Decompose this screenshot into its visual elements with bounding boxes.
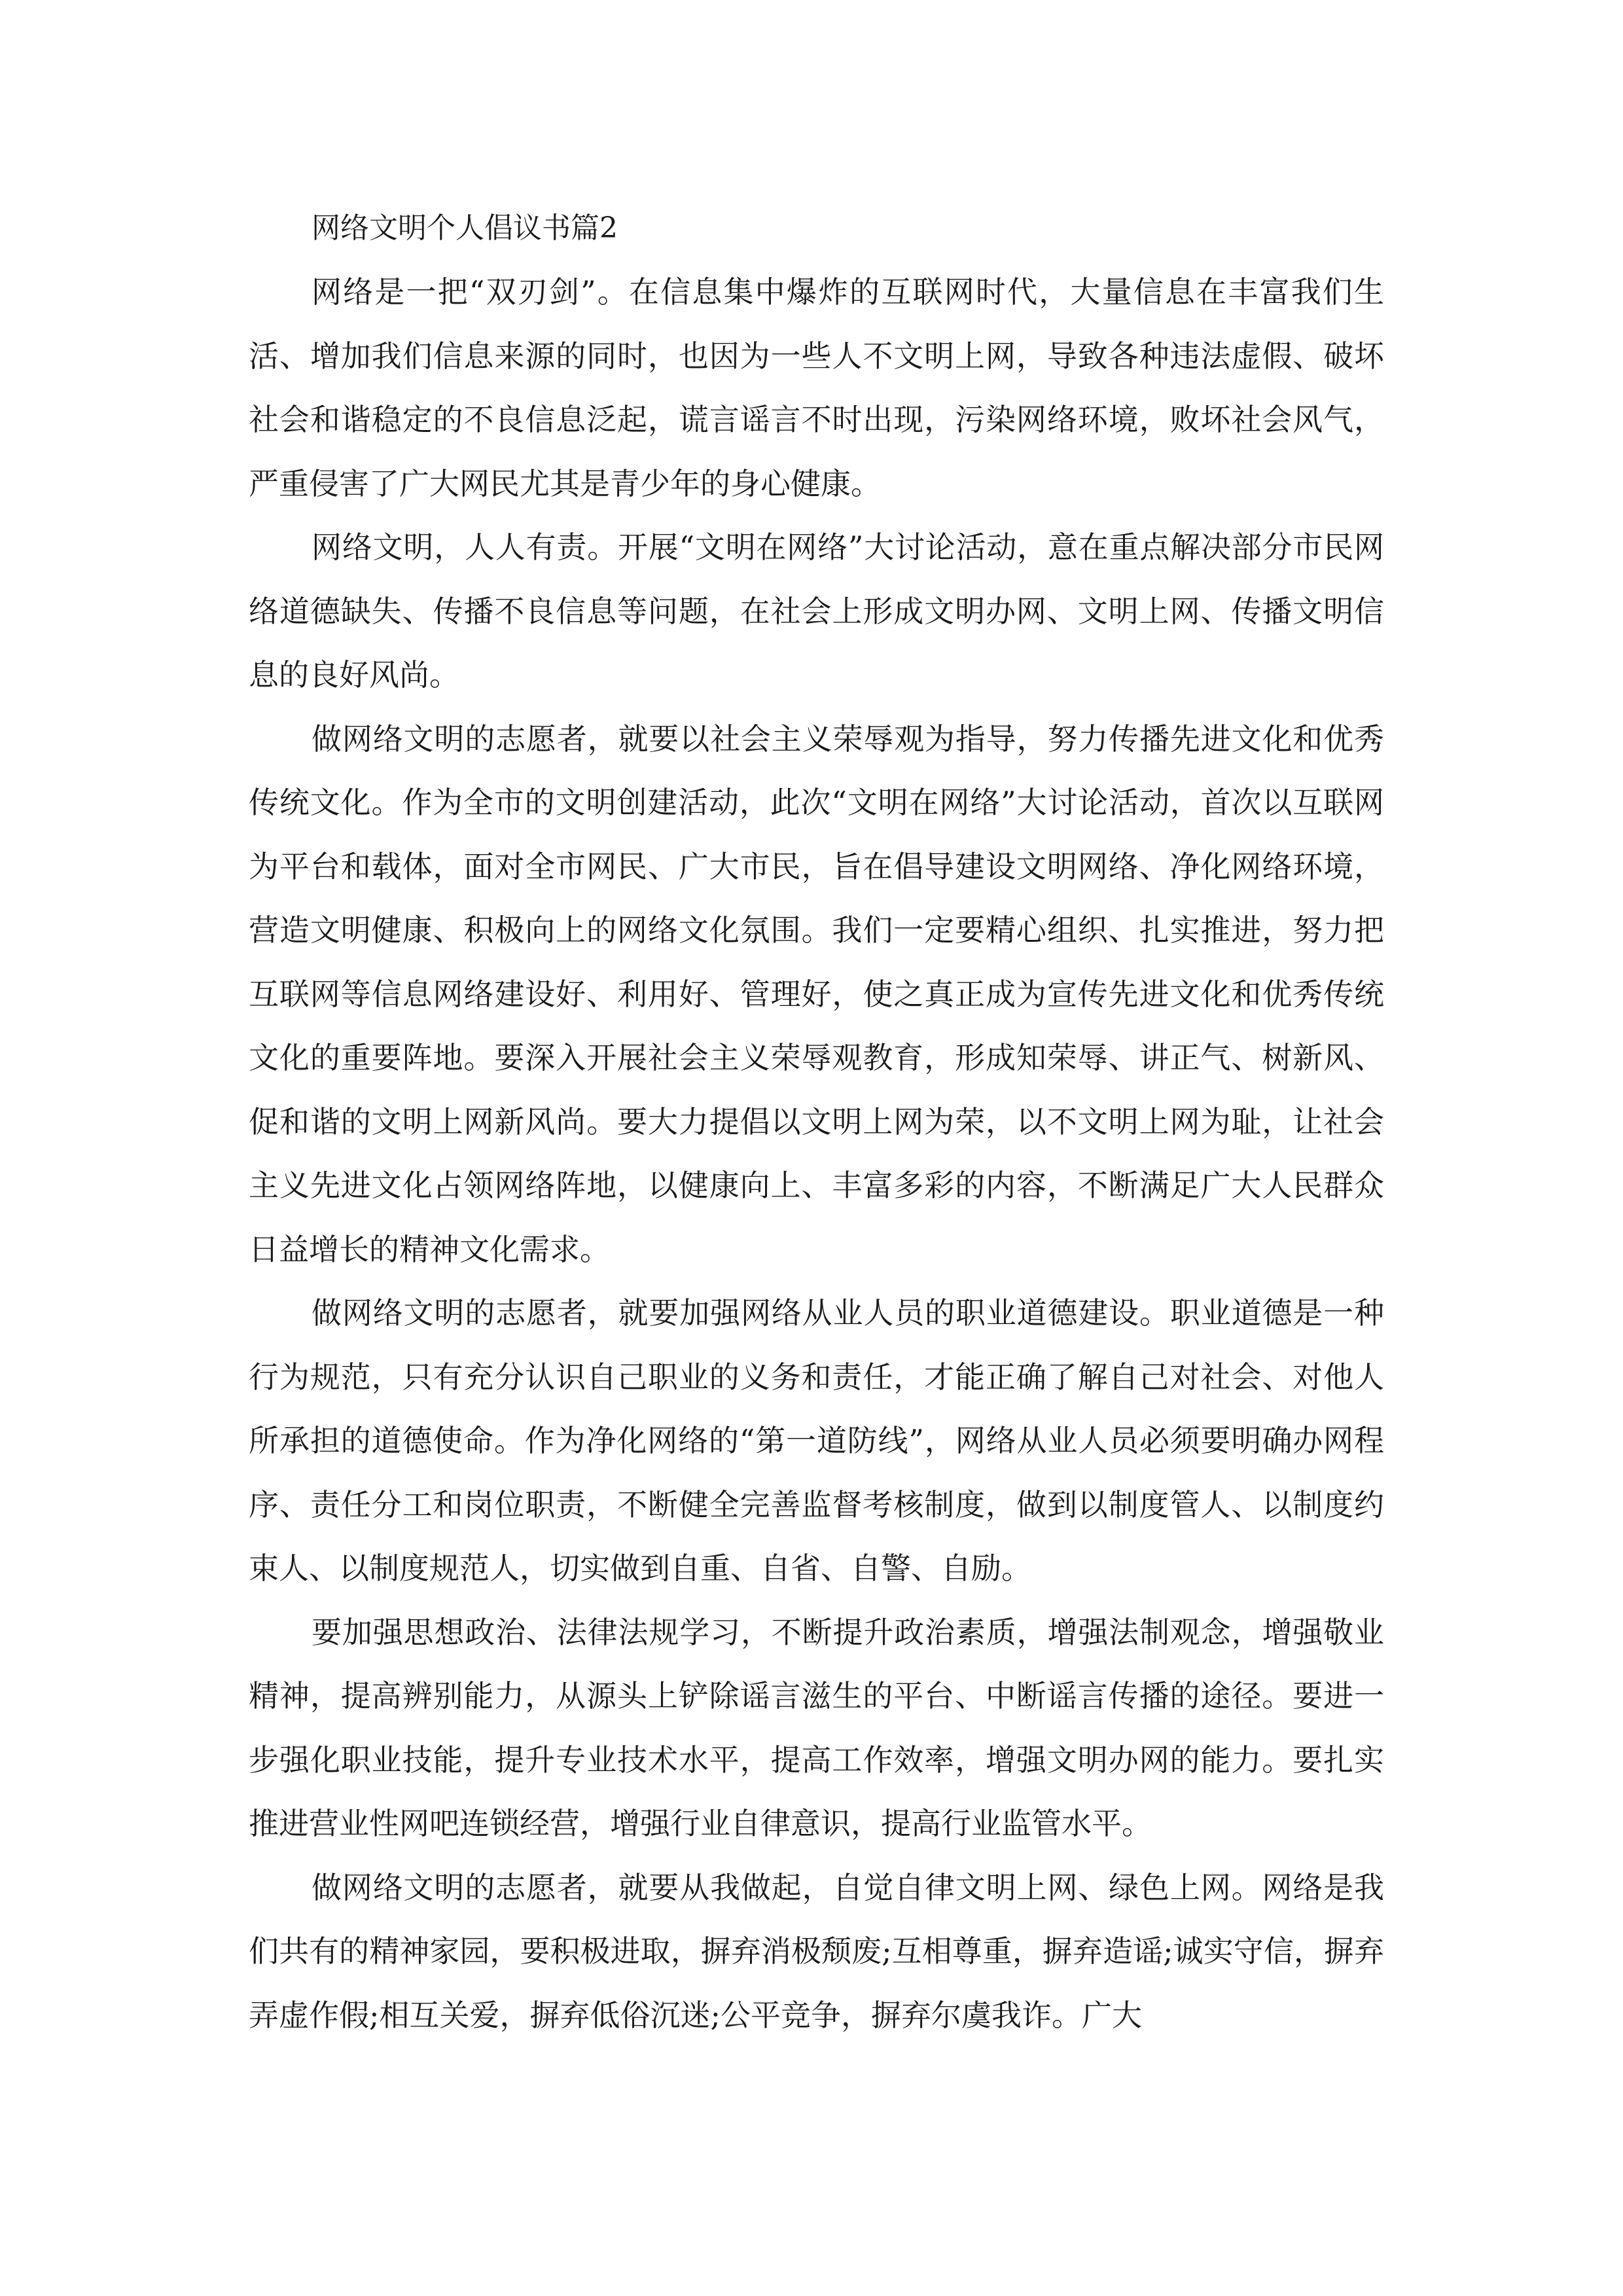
paragraph-volunteer-ethics: 做网络文明的志愿者，就要加强网络从业人员的职业道德建设。职业道德是一种行为规范，只有充分认识自己职业的义务和责任，才能正确了解自己对社会、对他人所承担的道德使命。作为净化网络的“第一道防线”，网络从业人员必须要明确办网程序、责任分工和岗位职责，不断健全完善监督考核制度，做到以制度管人、以制度约束人、以制度规范人，切实做到自重、自省、自警、自励。 [249, 1295, 1384, 1586]
document-title: 网络文明个人倡议书篇2 [312, 211, 618, 245]
paragraph-shared-responsibility: 网络文明，人人有责。开展“文明在网络”大讨论活动，意在重点解决部分市民网络道德缺失、传播不良信息等问题，在社会上形成文明办网、文明上网、传播文明信息的良好风尚。 [249, 529, 1384, 692]
paragraph-strengthen-study: 要加强思想政治、法律法规学习，不断提升政治素质，增强法制观念，增强敬业精神，提高辨别能力，从源头上铲除谣言滋生的平台、中断谣言传播的途径。要进一步强化职业技能，提升专业技术水平，提高工作效率，增强文明办网的能力。要扎实推进营业性网吧连锁经营，增强行业自律意识，提高行业监管水平。 [249, 1614, 1384, 1841]
paragraph-start-with-self: 做网络文明的志愿者，就要从我做起，自觉自律文明上网、绿色上网。网络是我们共有的精神家园，要积极进取，摒弃消极颓废;互相尊重，摒弃造谣;诚实守信，摒弃弄虚作假;相互关爱，摒弃低俗沉迷;公平竞争，摒弃尔虞我诈。广大 [249, 1869, 1384, 2033]
document-body [249, 196, 1384, 2047]
paragraph-volunteer-culture: 做网络文明的志愿者，就要以社会主义荣辱观为指导，努力传播先进文化和优秀传统文化。作为全市的文明创建活动，此次“文明在网络”大讨论活动，首次以互联网为平台和载体，面对全市网民、广大市民，旨在倡导建设文明网络、净化网络环境，营造文明健康、积极向上的网络文化氛围。我们一定要精心组织、扎实推进，努力把互联网等信息网络建设好、利用好、管理好，使之真正成为宣传先进文化和优秀传统文化的重要阵地。要深入开展社会主义荣辱观教育，形成知荣辱、讲正气、树新风、促和谐的文明上网新风尚。要大力提倡以文明上网为荣，以不文明上网为耻，让社会主义先进文化占领网络阵地，以健康向上、丰富多彩的内容，不断满足广大人民群众日益增长的精神文化需求。 [249, 721, 1384, 1267]
paragraph-double-edged-sword: 网络是一把“双刃剑”。在信息集中爆炸的互联网时代，大量信息在丰富我们生活、增加我们信息来源的同时，也因为一些人不文明上网，导致各种违法虚假、破坏社会和谐稳定的不良信息泛起，谎言谣言不时出现，污染网络环境，败坏社会风气，严重侵害了广大网民尤其是青少年的身心健康。 [249, 274, 1384, 501]
